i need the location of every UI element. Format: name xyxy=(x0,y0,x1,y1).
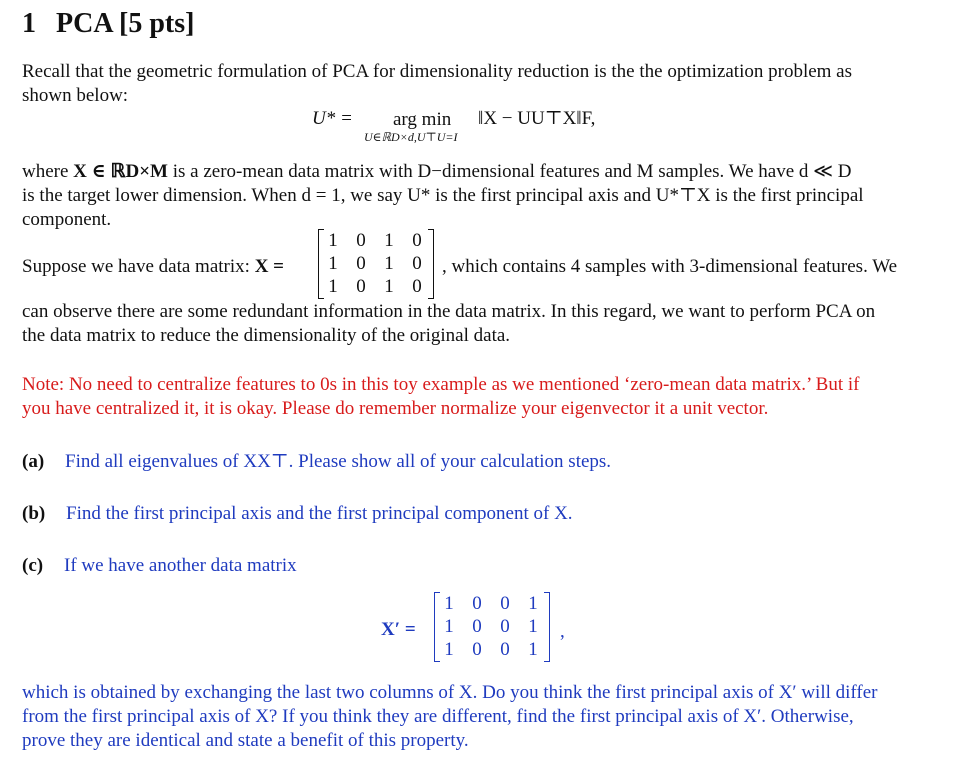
matrix-cell: 1 xyxy=(328,230,338,251)
part-c-text: If we have another data matrix xyxy=(64,555,297,576)
suppose-continue-1: can observe there are some redundant information in the data matrix. In this regard, we want to perform PCA on xyxy=(22,301,876,322)
matrix-cell: 0 xyxy=(412,230,422,251)
matrix-cell: 0 xyxy=(472,593,482,614)
matrix-cell: 1 xyxy=(328,253,338,274)
matrix-cell: 0 xyxy=(412,253,422,274)
part-c-after-3: prove they are identical and state a benefit of this property. xyxy=(22,730,469,751)
definition-x-in-r: X ∈ ℝD×M xyxy=(73,161,168,182)
section-number: 1 xyxy=(22,8,36,39)
part-b-text: Find the first principal axis and the first principal component of X. xyxy=(66,503,573,524)
matrix-x-prime xyxy=(434,592,550,662)
matrix-cell: 1 xyxy=(528,593,538,614)
definition-line-1 xyxy=(22,160,852,184)
section-title: PCA [5 pts] xyxy=(56,8,195,39)
suppose-continue-2: the data matrix to reduce the dimensionality of the original data. xyxy=(22,325,511,346)
matrix-cell: 1 xyxy=(328,276,338,297)
objective-argmin: arg min xyxy=(393,109,452,130)
suppose-suffix: , which contains 4 samples with 3-dimensional features. We xyxy=(442,256,898,277)
suppose-prefix xyxy=(22,255,284,279)
part-a-label: (a) xyxy=(22,451,45,472)
intro-line-1: Recall that the geometric formulation of PCA for dimensionality reduction is the the optimization problem as xyxy=(22,61,853,82)
definition-line-2: is the target lower dimension. When d = 1, we say U* is the first principal axis and U*⊤X is the first principal xyxy=(22,185,864,206)
matrix-cell: 1 xyxy=(444,593,454,614)
part-b-label: (b) xyxy=(22,503,46,524)
intro-line-2: shown below: xyxy=(22,85,129,106)
note-line-2: you have centralized it, it is okay. Please do remember normalize your eigenvector it a unit vector. xyxy=(22,398,769,419)
matrix-cell: 0 xyxy=(356,276,366,297)
matrix-cell: 1 xyxy=(444,616,454,637)
definition-where: where xyxy=(22,161,74,182)
matrix-x xyxy=(318,229,434,299)
matrix-cell: 1 xyxy=(384,253,394,274)
matrix-cell: 1 xyxy=(444,639,454,660)
matrix-x-prime-comma: , xyxy=(560,621,565,642)
part-a-text: Find all eigenvalues of XX⊤. Please show all of your calculation steps. xyxy=(65,451,612,472)
matrix-cell: 1 xyxy=(384,276,394,297)
matrix-cell: 1 xyxy=(528,639,538,660)
matrix-cell: 0 xyxy=(500,616,510,637)
part-c-after-2: from the first principal axis of X? If you think they are different, find the first principal axis of X′. Otherwise, xyxy=(22,706,854,727)
matrix-cell: 1 xyxy=(384,230,394,251)
matrix-right-bracket xyxy=(428,229,434,299)
objective-subscript: U∈ℝD×d,U⊤U=I xyxy=(364,130,458,144)
matrix-cell: 0 xyxy=(472,616,482,637)
part-c-label: (c) xyxy=(22,555,44,576)
matrix-right-bracket xyxy=(544,592,550,662)
definition-rest: is a zero-mean data matrix with D−dimensional features and M samples. We have d ≪ D xyxy=(168,161,852,182)
suppose-text: Suppose we have data matrix: xyxy=(22,256,255,277)
matrix-cell: 0 xyxy=(500,593,510,614)
matrix-cell: 0 xyxy=(412,276,422,297)
matrix-cell: 0 xyxy=(356,253,366,274)
matrix-cell: 0 xyxy=(356,230,366,251)
matrix-x-symbol: X = xyxy=(254,256,284,277)
section-heading xyxy=(22,6,194,42)
matrix-x-prime-symbol: X′ = xyxy=(381,619,416,640)
definition-line-3: component. xyxy=(22,209,112,230)
matrix-cell: 0 xyxy=(500,639,510,660)
matrix-cell: 0 xyxy=(472,639,482,660)
part-c-after-1: which is obtained by exchanging the last two columns of X. Do you think the first principal axis of X′ will differ xyxy=(22,682,878,703)
matrix-cell: 1 xyxy=(528,616,538,637)
objective-lhs: U* = xyxy=(312,108,353,129)
note-line-1: Note: No need to centralize features to 0s in this toy example as we mentioned ‘zero-mean data matrix.’ But if xyxy=(22,374,860,395)
objective-rhs: ‖X − UU⊤X‖F, xyxy=(478,108,596,129)
